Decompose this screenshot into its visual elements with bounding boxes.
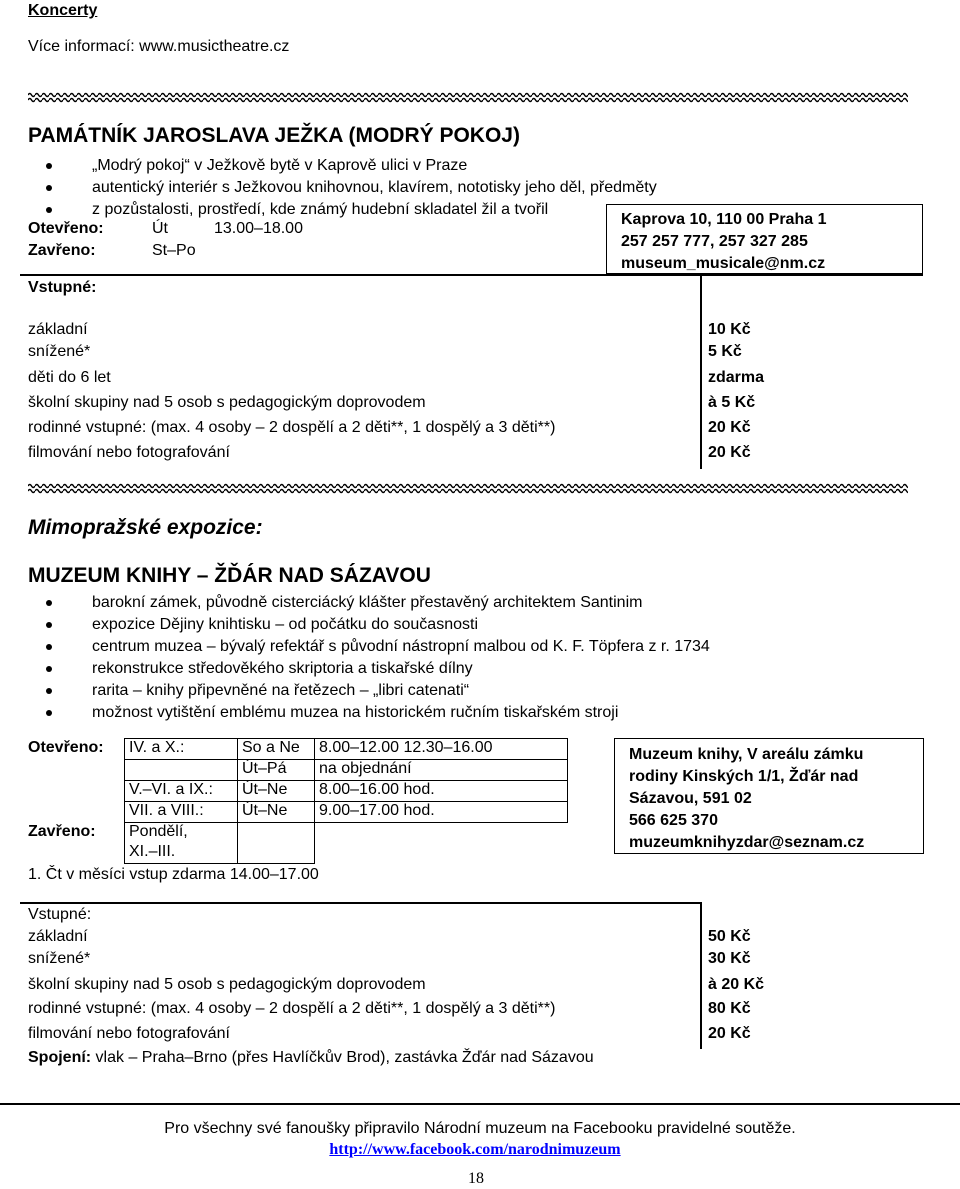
concerts-heading: Koncerty [28, 2, 98, 19]
list-item: centrum muzea – bývalý refektář s původní nástropní malbou od K. F. Töpfera z r. 1734 [46, 636, 710, 657]
admission-label: Vstupné: [28, 279, 97, 296]
period-cell: IV. a X.: [125, 739, 238, 760]
price-label: snížené* [28, 950, 91, 967]
facebook-link[interactable]: http://www.facebook.com/narodnimuzeum [329, 1141, 621, 1158]
list-item: možnost vytištění emblému muzea na historickém ručním tiskařském stroji [46, 702, 710, 723]
time-cell: 9.00–17.00 hod. [315, 802, 568, 823]
price-label: rodinné vstupné: (max. 4 osoby – 2 dospělí a 2 děti**, 1 dospělý a 3 děti**) [28, 419, 556, 436]
list-item: expozice Dějiny knihtisku – od počátku do současnosti [46, 614, 710, 635]
open-label: Otevřeno: [28, 220, 104, 237]
open-hours: 13.00–18.00 [214, 220, 303, 237]
price-value: 20 Kč [708, 444, 751, 461]
price-value: zdarma [708, 369, 765, 386]
contact-line: Sázavou, 591 02 [629, 790, 752, 807]
price-value: 20 Kč [708, 1025, 751, 1042]
contact-phone: 257 257 777, 257 327 285 [621, 233, 808, 250]
list-item: z pozůstalosti, prostředí, kde známý hudební skladatel žil a tvořil [46, 199, 657, 221]
price-value: 10 Kč [708, 321, 751, 338]
list-item: barokní zámek, původně cisterciácký klášter přestavěný architektem Santinim [46, 592, 710, 613]
price-value: à 20 Kč [708, 976, 765, 993]
price-value: 5 Kč [708, 343, 742, 360]
museum1-bullets [46, 155, 657, 221]
closed-label: Zavřeno: [28, 822, 96, 840]
price-value: à 5 Kč [708, 394, 756, 411]
period-cell: VII. a VIII.: [125, 802, 238, 823]
museum2-title: MUZEUM KNIHY – ŽĎÁR NAD SÁZAVOU [28, 564, 431, 587]
days-cell: Út–Pá [238, 760, 315, 781]
price-label: rodinné vstupné: (max. 4 osoby – 2 dospělí a 2 děti**, 1 dospělý a 3 děti**) [28, 1000, 556, 1017]
contact-email: muzeumknihyzdar@seznam.cz [629, 834, 865, 851]
list-item: „Modrý pokoj“ v Ježkově bytě v Kaprově ulici v Praze [46, 155, 657, 177]
open-label: Otevřeno: [28, 738, 104, 756]
wave-divider [28, 92, 908, 104]
time-cell: 8.00–12.00 12.30–16.00 [315, 739, 568, 760]
transport-line [28, 1049, 594, 1067]
price-label: snížené* [28, 343, 91, 360]
wave-divider [28, 483, 908, 495]
price-value: 30 Kč [708, 950, 751, 967]
contact-line: rodiny Kinských 1/1, Žďár nad [629, 768, 859, 785]
footer-link-wrap [0, 1141, 950, 1159]
closed-label: Zavřeno: [28, 242, 96, 259]
list-item: rekonstrukce středověkého skriptoria a tiskařské dílny [46, 658, 710, 679]
museum1-contact-box [606, 204, 923, 274]
admission-label: Vstupné: [28, 906, 92, 923]
days-cell: So a Ne [238, 739, 315, 760]
price-value: 20 Kč [708, 419, 751, 436]
time-cell: 8.00–16.00 hod. [315, 781, 568, 802]
table-divider [700, 902, 702, 1049]
page-number: 18 [468, 1170, 484, 1187]
list-item: rarita – knihy připevněné na řetězech – „libri catenati“ [46, 680, 710, 701]
contact-line: Muzeum knihy, V areálu zámku [629, 746, 864, 763]
price-label: základní [28, 321, 88, 338]
closed-days: St–Po [152, 242, 196, 259]
price-label: základní [28, 928, 88, 945]
free-entry-note: 1. Čt v měsíci vstup zdarma 14.00–17.00 [28, 866, 319, 883]
contact-address: Kaprova 10, 110 00 Praha 1 [621, 211, 827, 228]
museum2-bullets [46, 592, 710, 724]
table-divider [700, 274, 702, 469]
table-border [20, 274, 923, 276]
price-label: filmování nebo fotografování [28, 444, 230, 461]
open-days: Út [152, 220, 168, 237]
price-label: školní skupiny nad 5 osob s pedagogickým doprovodem [28, 394, 426, 411]
contact-phone: 566 625 370 [629, 812, 718, 829]
period-cell: V.–VI. a IX.: [125, 781, 238, 802]
table-border [20, 902, 700, 904]
price-label: školní skupiny nad 5 osob s pedagogickým doprovodem [28, 976, 426, 993]
days-cell: Út–Ne [238, 781, 315, 802]
period-cell [125, 760, 238, 781]
transport-text: vlak – Praha–Brno (přes Havlíčkův Brod), zastávka Žďár nad Sázavou [91, 1049, 594, 1066]
days-cell: Út–Ne [238, 802, 315, 823]
museum1-title: PAMÁTNÍK JAROSLAVA JEŽKA (MODRÝ POKOJ) [28, 124, 520, 147]
list-item: autentický interiér s Ježkovou knihovnou, klavírem, nototisky jeho děl, předměty [46, 177, 657, 199]
section-heading: Mimopražské expozice: [28, 516, 263, 539]
footer-rule [0, 1103, 960, 1105]
price-label: filmování nebo fotografování [28, 1025, 230, 1042]
price-value: 50 Kč [708, 928, 751, 945]
price-value: 80 Kč [708, 1000, 751, 1017]
time-cell: na objednání [315, 760, 568, 781]
closed-cell: Pondělí, [125, 823, 238, 844]
museum2-contact-box [614, 738, 924, 854]
footer-text: Pro všechny své fanoušky připravilo Národní muzeum na Facebooku pravidelné soutěže. [164, 1120, 796, 1137]
price-label: děti do 6 let [28, 369, 111, 386]
contact-email: museum_musicale@nm.cz [621, 255, 826, 272]
transport-label: Spojení: [28, 1049, 92, 1066]
opening-hours-table [24, 738, 568, 864]
closed-cell: XI.–III. [125, 843, 238, 864]
concerts-info: Více informací: www.musictheatre.cz [28, 38, 290, 55]
